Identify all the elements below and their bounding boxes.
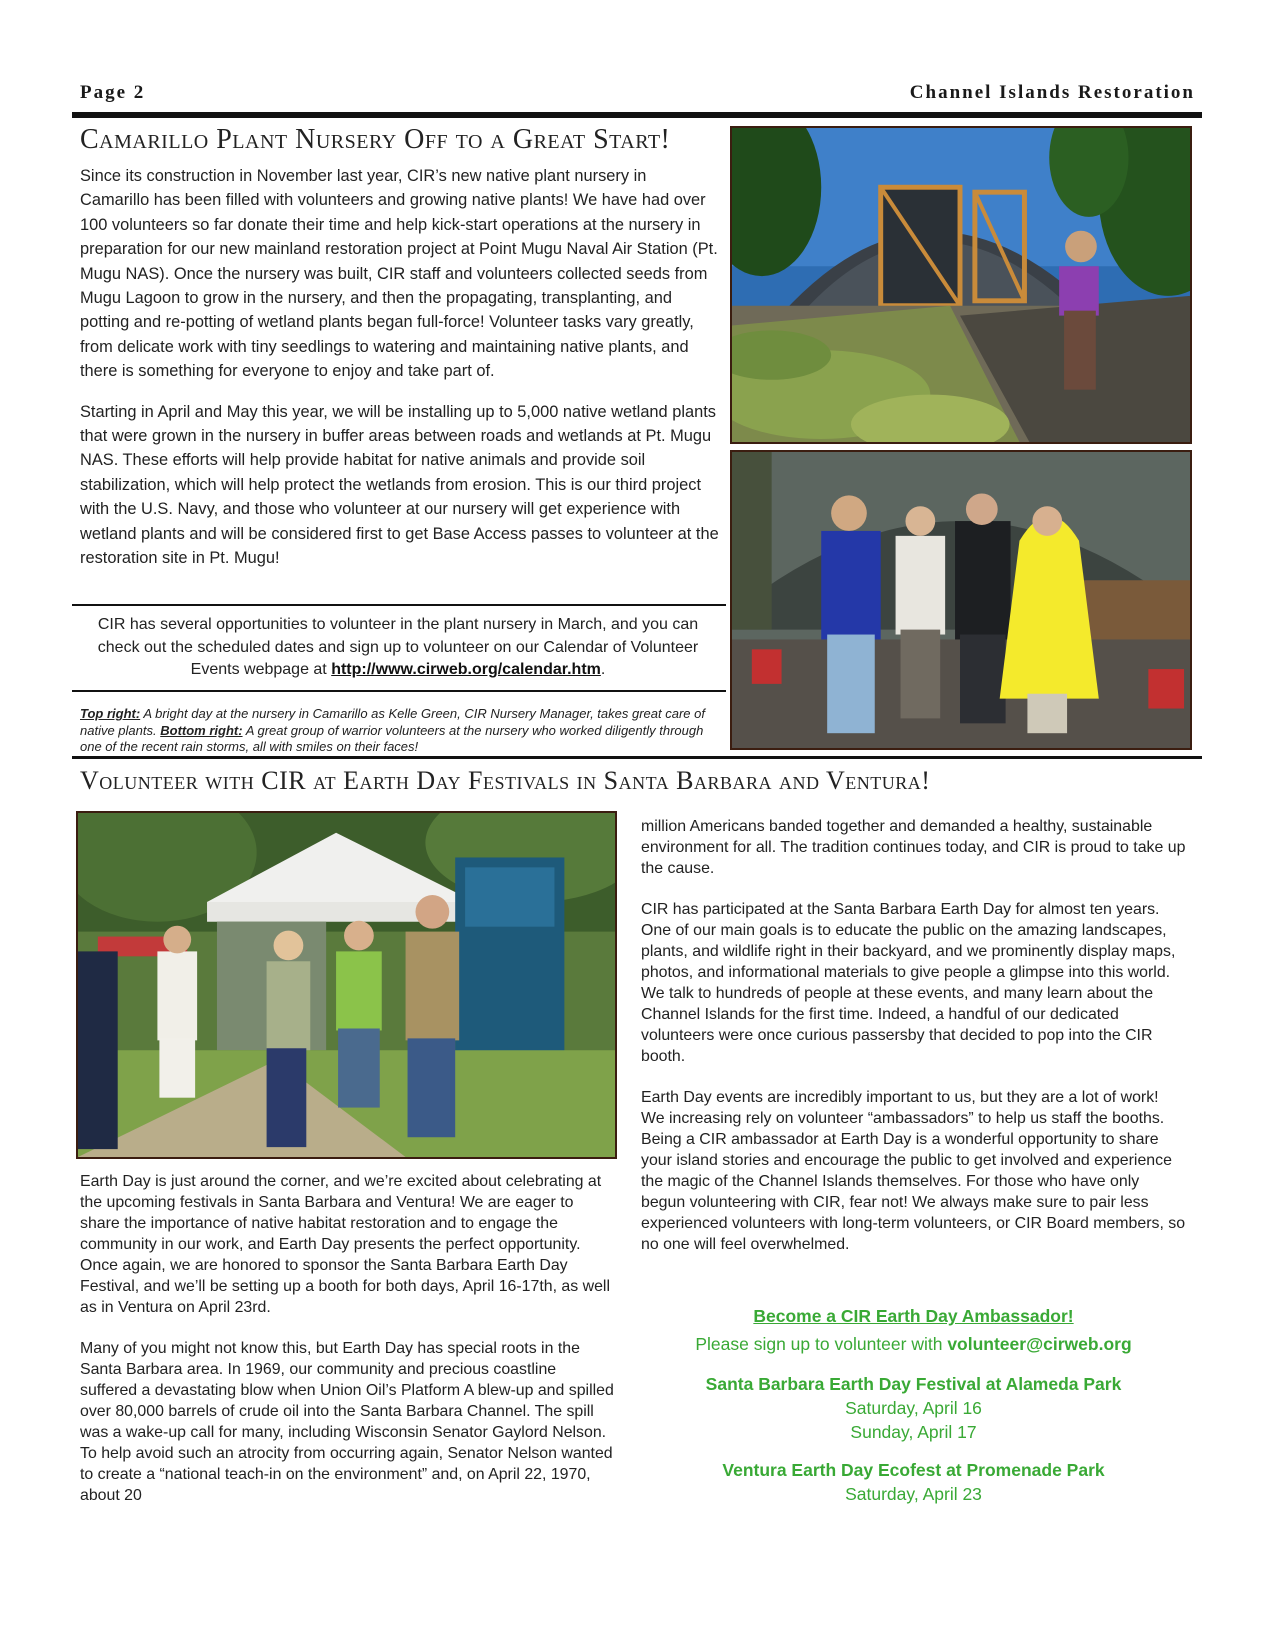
volunteer-callout xyxy=(80,614,716,682)
caption-label-top: Top right: xyxy=(80,706,141,721)
event1-date2: Sunday, April 17 xyxy=(850,1422,977,1442)
nursery-photo-top xyxy=(730,126,1192,444)
caption-label-bottom: Bottom right: xyxy=(160,722,243,738)
article2-right-paragraph: CIR has participated at the Santa Barbara Earth Day for almost ten years. One of our main goals is to educate the public on the amazing landscapes, plants, and wildlife right in their backyard, and we prominently display maps, photos, and informational materials to give people a glimpse into this world. We talk to hundreds of people at these events, and many learn about the Channel Islands for the first time. Indeed, a handful of our dedicated volunteers were once curious passersby that decided to pop into the CIR booth. xyxy=(641,901,1176,1065)
header-rule xyxy=(72,112,1202,118)
article2-left-column xyxy=(80,1171,615,1526)
article-divider xyxy=(72,756,1202,759)
nursery-photo-bottom xyxy=(730,450,1192,750)
article2-left-paragraph: Many of you might not know this, but Earth Day has special roots in the Santa Barbara area. In 1969, our community and precious coastline suffered a devastating blow when Union Oil’s Platform A blew-up and spilled over 80,000 barrels of crude oil into the Santa Barbara Channel. The spill was a wake-up call for many, including Wisconsin Senator Gaylord Nelson. To help avoid such an atrocity from occurring again, Senator Nelson wanted to create a “national teach-in on the environment” and, on April 22, 1970, about 20 xyxy=(80,1340,614,1504)
calendar-link[interactable]: http://www.cirweb.org/calendar.htm xyxy=(331,661,601,678)
event2-date1: Saturday, April 23 xyxy=(845,1484,982,1504)
callout-text: CIR has several opportunities to volunteer in the plant nursery in March, and you can check out the scheduled dates and sign up to volunteer on our Calendar of Volunteer Events webpage at xyxy=(97,616,699,678)
article2-headline: Volunteer with CIR at Earth Day Festivals in Santa Barbara and Ventura! xyxy=(80,766,931,795)
caption-text-bottom: A great group of warrior volunteers at the nursery who worked diligently through one of the recent rain storms, all with smiles on their faces! xyxy=(80,722,704,754)
article2-right-paragraph: Earth Day events are incredibly important to us, but they are a lot of work! We increasing rely on volunteer “ambassadors” to help us staff the booths. Being a CIR ambassador at Earth Day is a wonderful opportunity to share your island stories and encourage the public to get involved and experience the magic of the Channel Islands themselves. For those who have only begun volunteering with CIR, fear not! We always make sure to pair less experienced volunteers with long-term volunteers, or CIR Board members, so no one will feel overwhelmed. xyxy=(641,1089,1186,1253)
signup-line xyxy=(641,1332,1186,1356)
event1-name: Santa Barbara Earth Day Festival at Alameda Park xyxy=(705,1374,1122,1394)
page-number: Page 2 xyxy=(80,82,146,103)
article1-headline: Camarillo Plant Nursery Off to a Great Start! xyxy=(80,124,671,155)
ambassador-promo xyxy=(641,1304,1186,1506)
photo-caption xyxy=(80,706,720,756)
ambassador-heading-link[interactable]: Become a CIR Earth Day Ambassador! xyxy=(753,1306,1074,1326)
volunteers-rain-image xyxy=(732,452,1190,748)
earth-day-booth-photo xyxy=(76,811,617,1159)
event2-name: Ventura Earth Day Ecofest at Promenade Park xyxy=(722,1460,1105,1480)
callout-bottom-rule xyxy=(72,690,726,692)
article1-paragraph: Since its construction in November last year, CIR’s new native plant nursery in Camarillo has been filled with volunteers and growing native plants! We have had over 100 volunteers so far donate their time and help kick-start operations at the nursery in preparation for our new mainland restoration project at Point Mugu Naval Air Station (Pt. Mugu NAS). Once the nursery was built, CIR staff and volunteers collected seeds from Mugu Lagoon to grow in the nursery, and then the propagating, transplanting, and potting and re-potting of wetland plants began full-force! Volunteer tasks vary greatly, from delicate work with tiny seedlings to watering and maintaining native plants, and there is something for everyone to enjoy and take part of. xyxy=(80,167,718,381)
article1-body xyxy=(80,164,720,587)
callout-period: . xyxy=(600,661,606,678)
nursery-greenhouse-image xyxy=(732,128,1190,442)
earth-day-booth-image xyxy=(78,813,615,1157)
caption-text-top: A bright day at the nursery in Camarillo as Kelle Green, CIR Nursery Manager, takes great care of native plants. xyxy=(80,706,705,738)
article2-right-column xyxy=(641,816,1186,1275)
signup-text: Please sign up to volunteer with xyxy=(695,1334,943,1354)
volunteer-email-link[interactable]: volunteer@cirweb.org xyxy=(947,1334,1132,1354)
event1-date1: Saturday, April 16 xyxy=(845,1398,982,1418)
article2-right-paragraph: million Americans banded together and demanded a healthy, sustainable environment for all. The tradition continues today, and CIR is proud to take up the cause. xyxy=(641,818,1186,877)
article1-paragraph: Starting in April and May this year, we will be installing up to 5,000 native wetland plants that were grown in the nursery in buffer areas between roads and wetlands at Pt. Mugu NAS. These efforts will help provide habitat for native animals and provide soil stabilization, which will help protect the wetlands from erosion. This is our third project with the U.S. Navy, and those who volunteer at our nursery will get experience with wetland plants and will be considered first to get Base Access passes to volunteer at the restoration site in Pt. Mugu! xyxy=(80,402,719,568)
article2-left-paragraph: Earth Day is just around the corner, and we’re excited about celebrating at the upcoming festivals in Santa Barbara and Ventura! We are eager to share the importance of native habitat restoration and to engage the community in our work, and Earth Day presents the perfect opportunity. Once again, we are honored to sponsor the Santa Barbara Earth Day Festival, and we’ll be setting up a booth for both days, April 16-17th, as well as in Ventura on April 23rd. xyxy=(80,1173,610,1316)
newsletter-org-name: Channel Islands Restoration xyxy=(909,82,1195,103)
callout-top-rule xyxy=(72,604,726,606)
